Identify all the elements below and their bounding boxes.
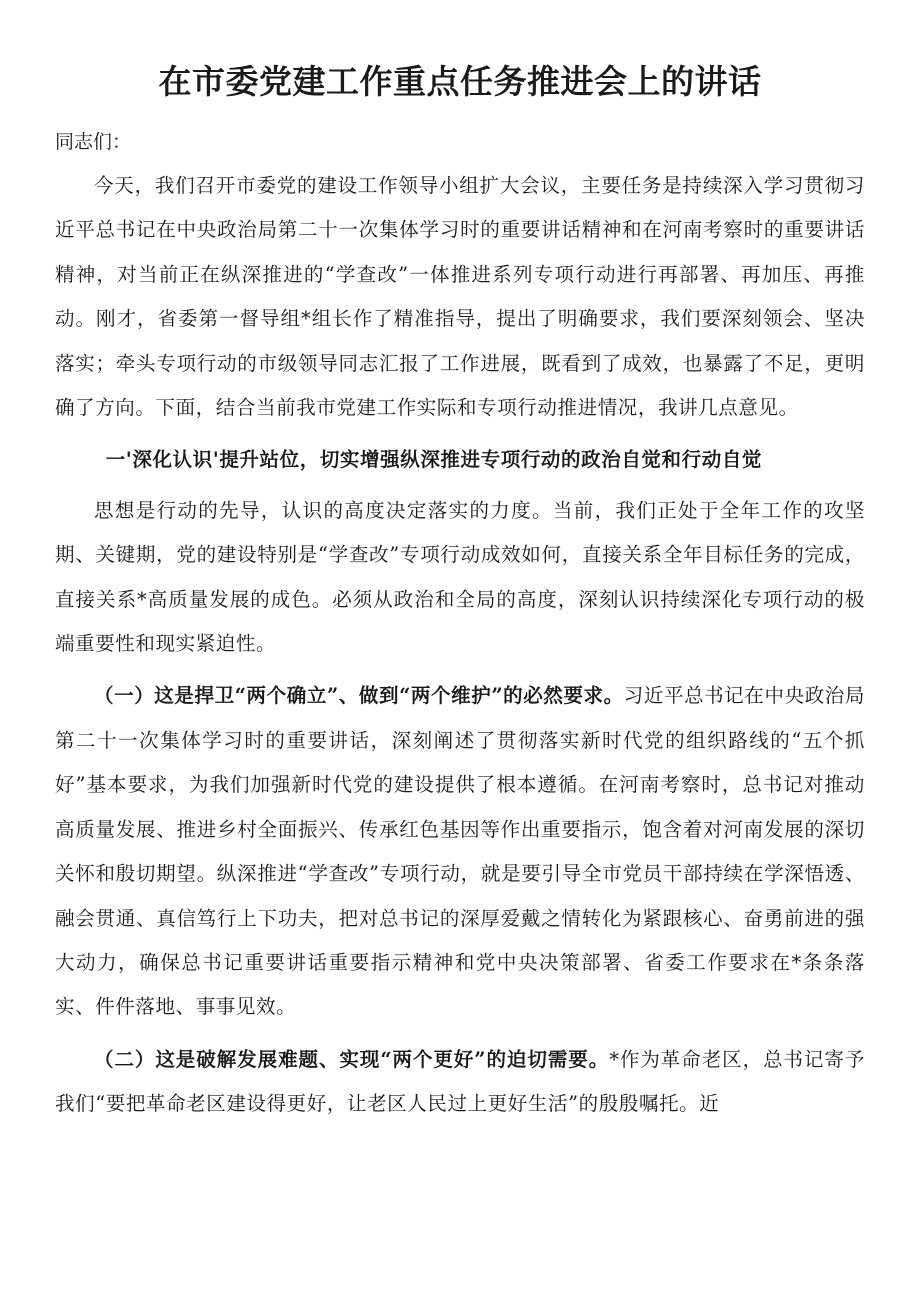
document-title: 在市委党建工作重点任务推进会上的讲话 xyxy=(158,62,762,101)
section-1-body: 思想是行动的先导，认识的高度决定落实的力度。当前，我们正处于全年工作的攻坚期、关键期，党的建设特别是“学查改”专项行动成效如何，直接关系全年目标任务的完成，直接关系*高质量发展的成色。必须从政治和全局的高度，深刻认识持续深化专项行动的极端重要性和现实紧迫性。 xyxy=(55,498,865,656)
subsection-2-body: *作为革命老区，总书记寄予我们“要把革命老区建设得更好，让老区人民过上更好生活”的殷殷嘱托。近 xyxy=(55,1047,865,1116)
salutation: 同志们： xyxy=(55,131,132,153)
subsection-2-heading: （二）这是破解发展难题、实现“两个更好”的迫切需要。 xyxy=(94,1047,610,1071)
subsection-1-body: 习近平总书记在中央政治局第二十一次集体学习时的重要讲话，深刻阐述了贯彻落实新时代党的组织路线的“五个抓好”基本要求，为我们加强新时代党的建设提供了根本遵循。在河南考察时，总书记对推动高质量发展、推进乡村全面振兴、传承红色基因等作出重要指示，饱含着对河南发展的深切关怀和殷切期望。纵深推进“学查改”专项行动，就是要引导全市党员干部持续在学深悟透、融会贯通、真信笃行上下功夫，把对总书记的深厚爱戴之情转化为紧跟核心、奋勇前进的强大动力，确保总书记重要讲话重要指示精神和党中央决策部署、省委工作要求在*条条落实、件件落地、事事见效。 xyxy=(55,684,866,1019)
intro-paragraph: 今天，我们召开市委党的建设工作领导小组扩大会议，主要任务是持续深入学习贯彻习近平总书记在中央政治局第二十一次集体学习时的重要讲话精神和在河南考察时的重要讲话精神，对当前正在纵深推进的“学查改”一体推进系列专项行动进行再部署、再加压、再推动。刚才，省委第一督导组*组长作了精准指导，提出了明确要求，我们要深刻领会、坚决落实；牵头专项行动的市级领导同志汇报了工作进展，既看到了成效，也暴露了不足，更明确了方向。下面，结合当前我市党建工作实际和专项行动推进情况，我讲几点意见。 xyxy=(55,174,865,420)
subsection-1-heading: （一）这是捍卫“两个确立”、做到“两个维护”的必然要求。 xyxy=(94,684,624,708)
section-1-heading: 一'深化认识'提升站位，切实增强纵深推进专项行动的政治自觉和行动自觉 xyxy=(105,448,763,472)
subsection-2-paragraph xyxy=(55,1038,865,1127)
subsection-1-paragraph xyxy=(55,674,865,1029)
